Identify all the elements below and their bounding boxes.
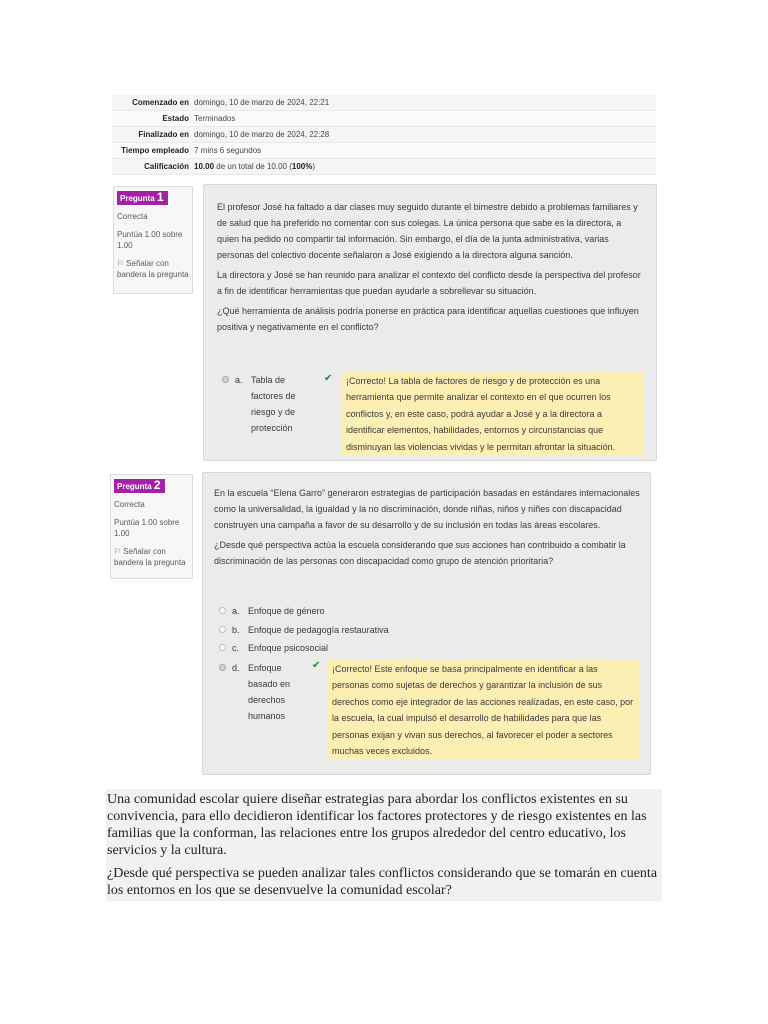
badge-word: Pregunta	[117, 482, 152, 491]
radio-icon[interactable]	[219, 664, 226, 671]
flag-question-link[interactable]	[117, 258, 189, 280]
question-text: La directora y José se han reunido para analizar el contexto del conflicto desde la perspectiva del profesor a fin de identificar herramientas que puedan ayudarle a sobrellevar su situación.	[217, 270, 641, 296]
feedback-box: ¡Correcto! La tabla de factores de riesgo y de protección es una herramienta que permite analizar el contexto en el que ocurren los conflictos y, en este caso, podrá ayudar a José y a la directora a identificar elementos, habilidades, entornos y circunstancias que disminuyan las violencias vividas y le permitan afrontar la situación.	[342, 372, 644, 456]
check-icon: ✔	[324, 373, 333, 384]
flag-icon: ⚐	[117, 259, 125, 268]
option-text: Enfoque de género	[248, 606, 325, 616]
question-text: El profesor José ha faltado a dar clases muy seguido durante el bimestre debido a problemas familiares y de salud que ha preferido no comentar con sus colegas. La única persona que sabe es la directora, a quien ha pedido no compartir tal información. Sin embargo, el día de la junta administrativa, varias personas del colectivo docente señalaron a José exigiendo a la directora alguna sanción.	[217, 202, 638, 260]
flag-question-link[interactable]	[114, 546, 189, 568]
option-letter: c.	[232, 643, 240, 653]
attempt-summary-table	[112, 95, 656, 175]
answer-option-a[interactable]	[222, 372, 307, 436]
option-letter: a.	[235, 375, 243, 385]
summary-row-state	[112, 111, 656, 127]
summary-label: Calificación	[144, 162, 189, 171]
summary-label: Finalizado en	[138, 130, 189, 139]
question-1-info	[113, 186, 193, 294]
radio-icon[interactable]	[219, 626, 226, 633]
feedback-box: ¡Correcto! Este enfoque se basa principalmente en identificar a las personas como sujetas de derechos y garantizar la inclusión de sus derechos como eje integrador de las acciones realizadas, en este caso, por la escuela, la cual impulsó el desarrollo de habilidades para que las personas exijan y vivan sus derechos, al favorecer el poder a sectores muchas veces excluidos.	[328, 660, 639, 760]
option-text: Enfoque psicosocial	[248, 643, 329, 653]
flag-label: Señalar con bandera la pregunta	[117, 259, 189, 279]
document-question: ¿Desde qué perspectiva se pueden analizar tales conflictos considerando que se tomarán en cuenta los entornos en los que se desenvuelve la comunidad escolar?	[107, 866, 658, 898]
summary-label: Estado	[162, 114, 189, 123]
badge-number: 2	[153, 478, 161, 492]
summary-row-time	[112, 143, 656, 159]
answer-option-a[interactable]	[219, 603, 325, 619]
grade-text: de un total de 10.00 (	[214, 162, 292, 171]
summary-row-finished	[112, 127, 656, 143]
badge-number: 1	[156, 190, 164, 204]
question-grade: Puntúa 1.00 sobre 1.00	[117, 230, 183, 250]
summary-value	[194, 162, 656, 171]
question-2-content	[202, 472, 651, 775]
summary-label: Comenzado en	[132, 98, 189, 107]
summary-value: 7 mins 6 segundos	[194, 146, 262, 155]
radio-icon[interactable]	[219, 607, 226, 614]
grade-text-end: )	[312, 162, 316, 171]
question-prompt: ¿Qué herramienta de análisis podría ponerse en práctica para identificar aquellas cuestiones que influyen positiva y negativamente en el conflicto?	[217, 306, 639, 332]
option-letter: d.	[232, 663, 240, 673]
option-letter: a.	[232, 606, 240, 616]
question-2-info	[110, 474, 193, 579]
summary-row-grade	[112, 159, 656, 175]
option-letter: b.	[232, 625, 240, 635]
radio-icon[interactable]	[222, 376, 229, 383]
summary-value: Terminados	[194, 114, 236, 123]
flag-label: Señalar con bandera la pregunta	[114, 547, 186, 567]
document-text	[106, 789, 662, 901]
summary-label: Tiempo empleado	[121, 146, 189, 155]
question-1-badge	[117, 191, 168, 205]
answer-option-c[interactable]	[219, 640, 328, 656]
summary-row-started	[112, 95, 656, 111]
document-paragraph: Una comunidad escolar quiere diseñar estrategias para abordar los conflictos existentes en su convivencia, para ello decidieron identificar los factores protectores y de riesgo existentes en las familias que la conforman, las relaciones entre los grupos alrededor del centro educativo, los servicios y la cultura.	[107, 792, 647, 858]
check-icon: ✔	[312, 660, 321, 671]
answer-option-b[interactable]	[219, 622, 389, 638]
option-text: Enfoque basado en derechos humanos	[248, 663, 291, 721]
radio-icon[interactable]	[219, 644, 226, 651]
grade-score: 10.00	[194, 162, 215, 171]
question-2-badge	[114, 479, 165, 493]
flag-icon: ⚐	[114, 547, 122, 556]
question-grade: Puntúa 1.00 sobre 1.00	[114, 518, 180, 538]
badge-word: Pregunta	[120, 194, 155, 203]
question-prompt: ¿Desde qué perspectiva actúa la escuela considerando que sus acciones han contribuido a combatir la discriminación de las personas con discapacidad como grupo de atención prioritaria?	[214, 540, 626, 566]
question-state: Correcta	[114, 500, 145, 509]
option-text: Enfoque de pedagogía restaurativa	[248, 625, 389, 635]
grade-percent: 100%	[291, 162, 313, 171]
answer-option-d[interactable]	[219, 660, 300, 724]
question-text: En la escuela “Elena Garro” generaron estrategias de participación basadas en estándares internacionales como la universalidad, la igualdad y la no discriminación, donde niñas, niños y niñes con discapacidad construyen una campaña a favor de su desarrollo y de su inclusión en todas las áreas escolares.	[214, 488, 640, 530]
question-1-content	[203, 184, 657, 461]
question-state: Correcta	[117, 212, 148, 221]
summary-value: domingo, 10 de marzo de 2024, 22:21	[194, 98, 330, 107]
summary-value: domingo, 10 de marzo de 2024, 22:28	[194, 130, 330, 139]
option-text: Tabla de factores de riesgo y de protección	[251, 375, 296, 433]
